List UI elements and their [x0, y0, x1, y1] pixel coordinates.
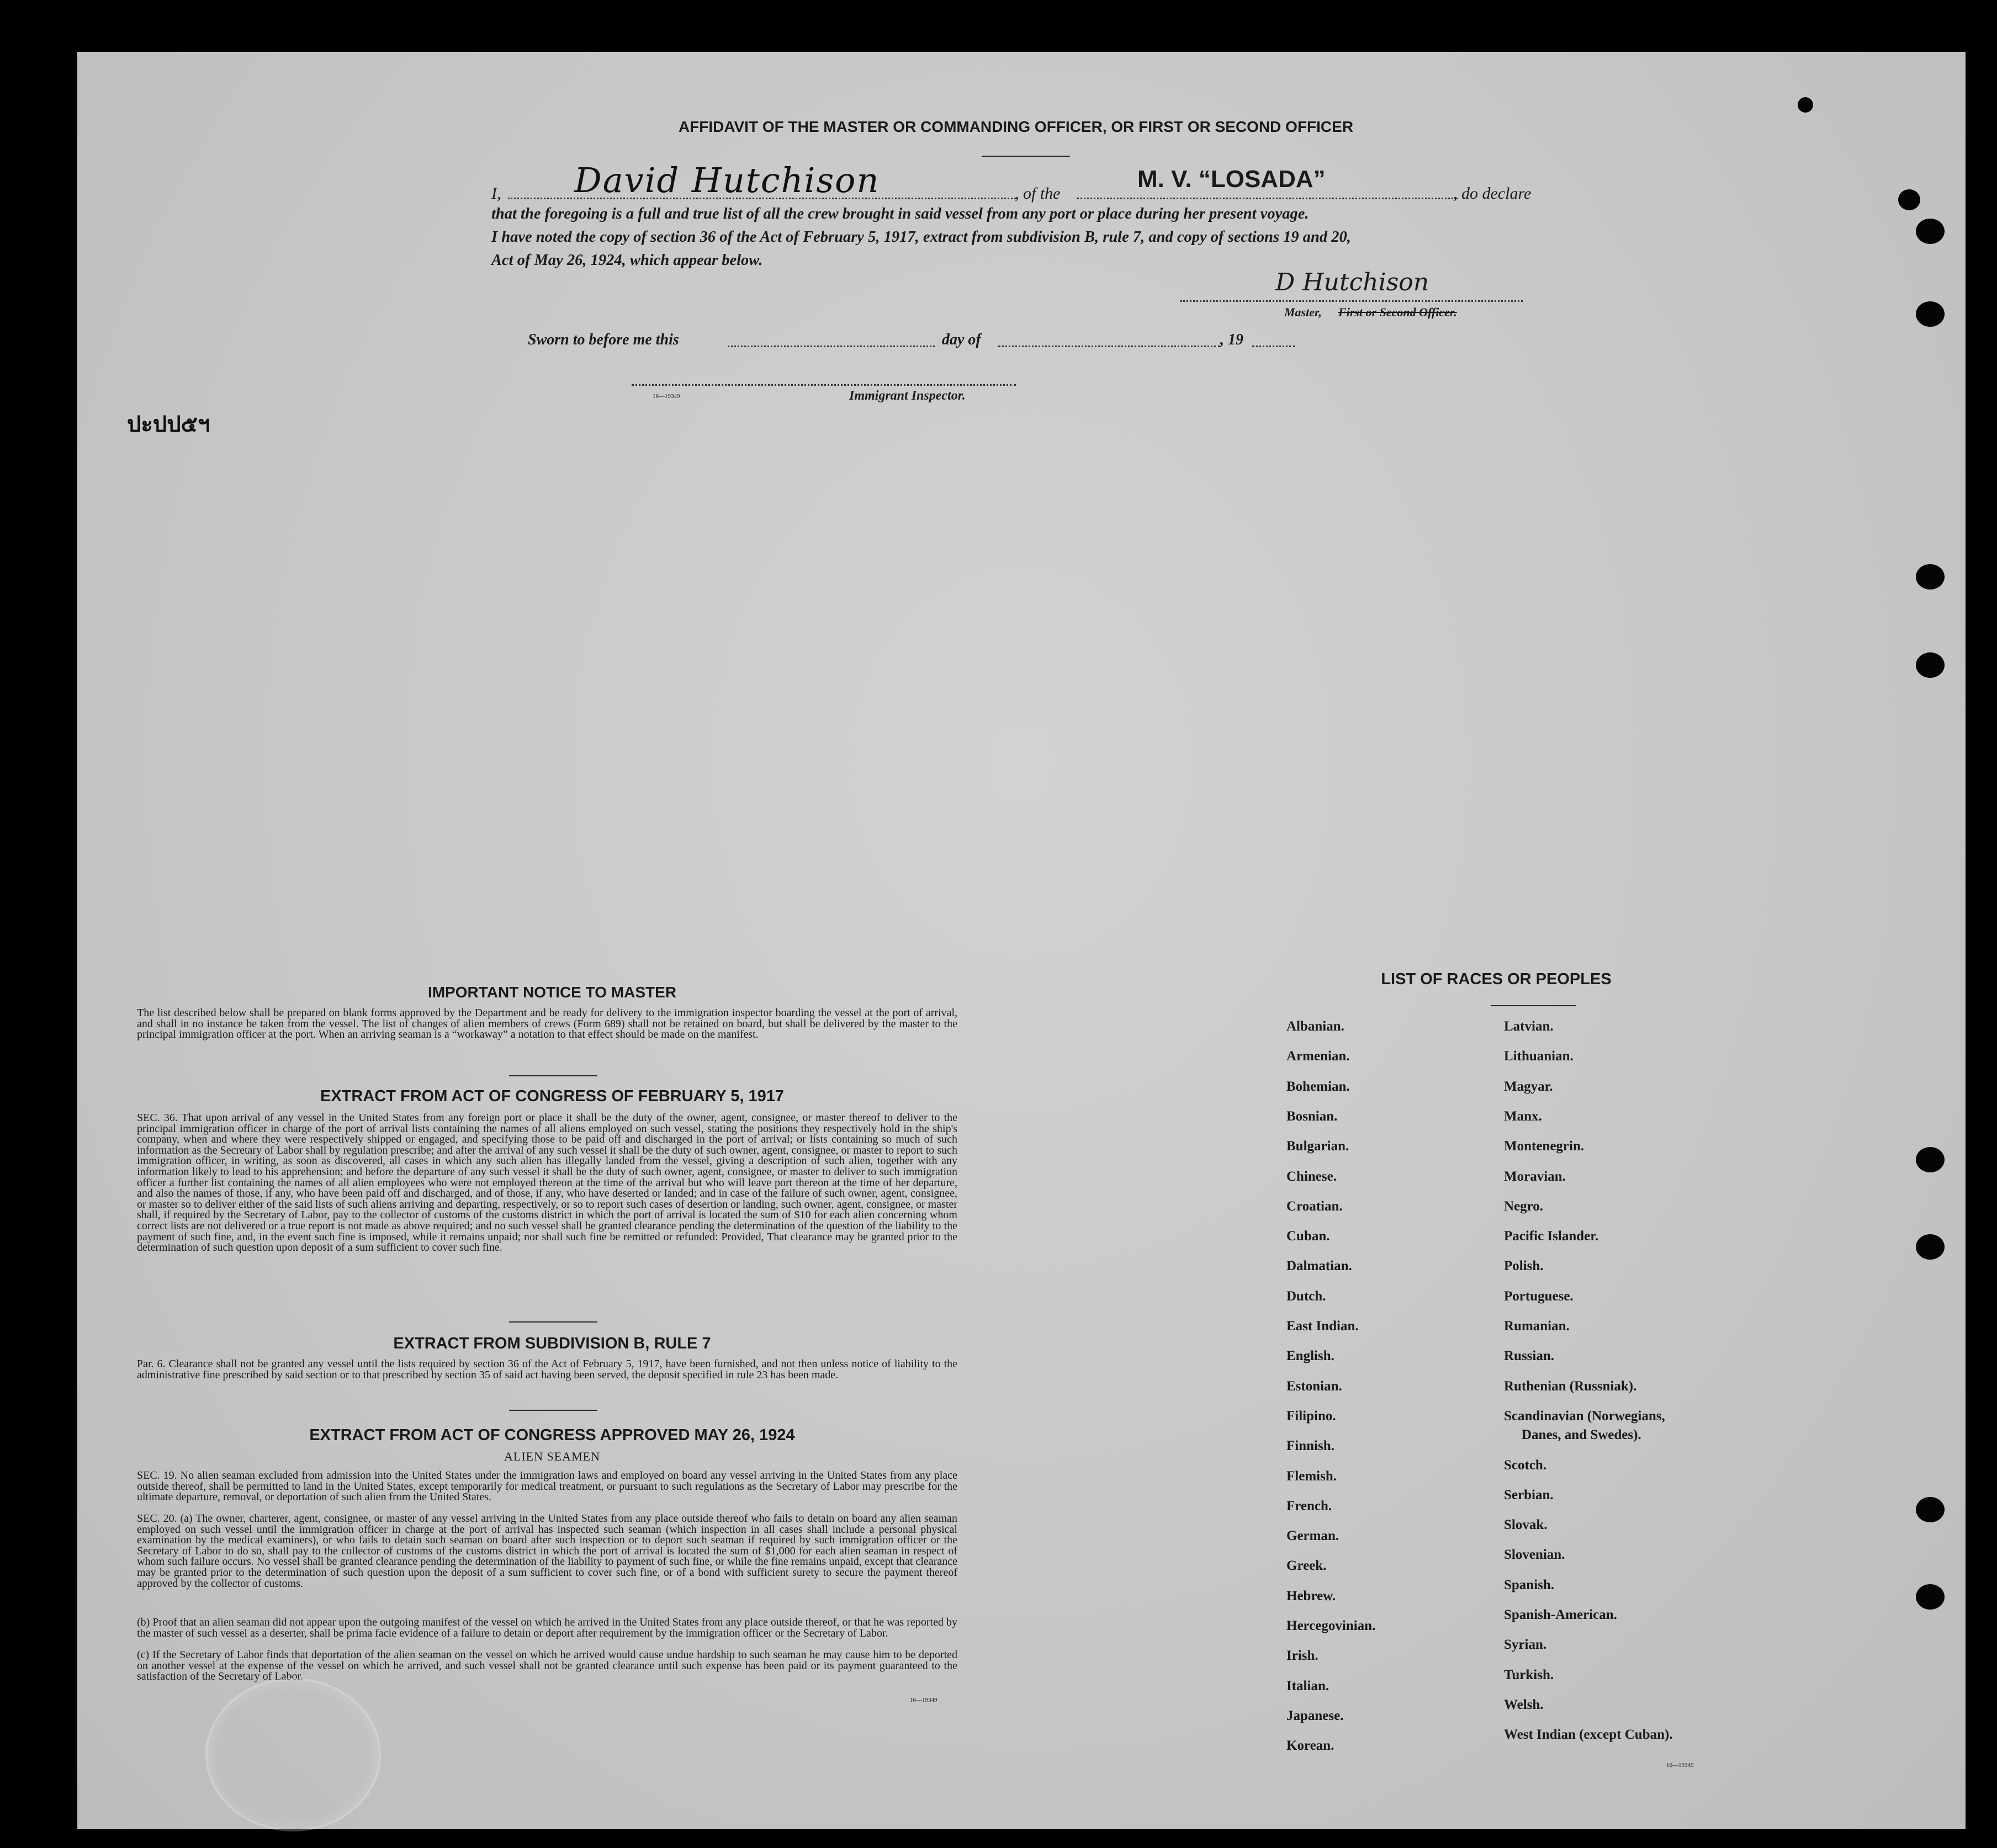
race-item: Greek.: [1286, 1558, 1327, 1574]
sworn-label: Sworn to before me this: [528, 331, 679, 348]
vessel-line: [1077, 198, 1458, 199]
race-item: Bosnian.: [1286, 1108, 1338, 1124]
race-item: Albanian.: [1286, 1019, 1344, 1034]
affidavit-rule: [982, 156, 1070, 157]
vessel-name: M. V. “LOSADA”: [1137, 166, 1326, 193]
extract-1917-title: EXTRACT FROM ACT OF CONGRESS OF FEBRUARY 5, 1917: [320, 1087, 785, 1105]
race-item: Pacific Islander.: [1504, 1229, 1599, 1244]
race-item: Portuguese.: [1504, 1288, 1574, 1304]
races-rule: [1491, 1005, 1576, 1006]
embossed-seal: [205, 1678, 381, 1831]
race-item: Lithuanian.: [1504, 1049, 1574, 1064]
binder-hole-7: [1916, 1234, 1945, 1260]
race-item: Serbian.: [1504, 1487, 1554, 1502]
race-item: Scotch.: [1504, 1457, 1547, 1473]
race-item: Spanish.: [1504, 1577, 1555, 1592]
race-item: Slovenian.: [1504, 1547, 1565, 1563]
year-label: , 19: [1220, 331, 1243, 348]
affidavit-line-3: Act of May 26, 1924, which appear below.: [491, 252, 763, 269]
sec-20a-body: SEC. 20. (a) The owner, charterer, agent, consignee, or master of any vessel arriving in the United States from any place outside thereof who fails to detain on board any alien seaman employed on such vessel until the immigration officer in charge at the port of arrival has inspected such seaman (which inspection in all cases shall include a personal physical examination by the medical examiners), or who fails to detain such seaman on board after such inspection or to deport such seaman if required by such immigration officer or the Secretary of Labor to do so, shall pay to the collector of customs of the customs district in which the port of arrival is located the sum of $1,000 for each alien seaman in respect of whom such failure occurs. No vessel shall be granted clearance pending the determination of the liability to payment of such fine, or while the fine remains unpaid, except that clearance may be granted prior to the determination of such question upon the deposit of a sum sufficient to cover such fine, or of a bond with sufficient surety to secure the payment thereof approved by the collector of customs.: [137, 1512, 957, 1590]
signature-line: [1180, 300, 1523, 302]
race-item: Filipino.: [1286, 1408, 1336, 1424]
affidavit-title: AFFIDAVIT OF THE MASTER OR COMMANDING OFFICER, OR FIRST OR SECOND OFFICER: [678, 118, 1354, 135]
race-item: Polish.: [1504, 1258, 1544, 1274]
race-item: Slovak.: [1504, 1517, 1548, 1533]
rule-7-rule: [509, 1410, 597, 1411]
race-item: English.: [1286, 1348, 1334, 1364]
binder-hole-6: [1916, 1147, 1945, 1172]
race-item: Armenian.: [1286, 1049, 1350, 1064]
binder-hole-9: [1916, 1584, 1945, 1610]
master-label: Master,: [1284, 305, 1322, 319]
sec-20c-body: (c) If the Secretary of Labor finds that deportation of the alien seaman on the vessel on which he arrived would cause undue hardship to such seaman he may cause him to be deported on another vessel at the expense of the vessel on which he arrived, and such vessel shall not be granted clearance until such expense has been paid or its payment guaranteed to the satisfaction of the Secretary of Labor.: [137, 1649, 957, 1683]
race-item: Italian.: [1286, 1678, 1329, 1693]
inspector-label: Immigrant Inspector.: [849, 389, 966, 403]
race-item: Bohemian.: [1286, 1079, 1350, 1094]
race-item: Manx.: [1504, 1108, 1542, 1124]
race-item: Magyar.: [1504, 1079, 1553, 1094]
race-item: Spanish-American.: [1504, 1607, 1617, 1622]
race-item: Montenegrin.: [1504, 1139, 1585, 1154]
binder-hole-2: [1916, 219, 1945, 244]
race-item: Rumanian.: [1504, 1319, 1570, 1334]
race-item: East Indian.: [1286, 1319, 1359, 1334]
race-item: Flemish.: [1286, 1468, 1337, 1484]
affidavit-line-2: I have noted the copy of section 36 of the Act of February 5, 1917, extract from subdivision B, rule 7, and copy of sections 19 and 20,: [491, 229, 1351, 246]
sworn-date-line: [728, 346, 935, 347]
race-item: Danes, and Swedes).: [1522, 1427, 1641, 1443]
i-label: I,: [491, 184, 501, 203]
race-item: West Indian (except Cuban).: [1504, 1727, 1673, 1743]
margin-mark: ปะปป๕ฯ: [127, 412, 210, 437]
inspector-line: [632, 384, 1016, 386]
notice-rule: [509, 1075, 597, 1076]
sec-19-body: SEC. 19. No alien seaman excluded from admission into the United States under the immigration laws and employed on board any vessel arriving in the United States from any place outside thereof, shall be permitted to land in the United States, except temporarily for medical treatment, or pursuant to such regulations as the Secretary of Labor may prescribe for the ultimate departure, removal, or deportation of such alien from the United States.: [137, 1469, 957, 1504]
race-item: Korean.: [1286, 1738, 1334, 1754]
sec-20b-body: (b) Proof that an alien seaman did not appear upon the outgoing manifest of the vessel on which he arrived in the United States from any place outside thereof, or that he was reported by the master of such vessel as a deserter, shall be prima facie evidence of a failure to detain or deport after requirement by the immigration officer or the Secretary of Labor.: [137, 1616, 957, 1639]
race-item: Dutch.: [1286, 1288, 1326, 1304]
races-title: LIST OF RACES OR PEOPLES: [1381, 970, 1612, 988]
extract-1924-title: EXTRACT FROM ACT OF CONGRESS APPROVED MAY 26, 1924: [309, 1426, 795, 1444]
do-declare-label: , do declare: [1453, 184, 1532, 203]
race-item: Scandinavian (Norwegians,: [1504, 1408, 1665, 1424]
race-item: Cuban.: [1286, 1229, 1330, 1244]
binder-hole-4: [1916, 564, 1945, 590]
race-item: Syrian.: [1504, 1637, 1547, 1653]
race-item: Negro.: [1504, 1198, 1544, 1214]
binder-hole-5: [1916, 652, 1945, 678]
rule-7-body: Par. 6. Clearance shall not be granted any vessel until the lists required by section 36 of the Act of February 5, 1917, have been furnished, and not then unless notice of liability to the administrative fine prescribed by said section or to that prescribed by section 35 of said act having been served, the deposit specified in rule 23 has been made.: [137, 1358, 957, 1381]
day-of-label: day of: [942, 331, 981, 348]
race-item: Turkish.: [1504, 1667, 1554, 1682]
race-item: Welsh.: [1504, 1697, 1544, 1712]
race-item: Japanese.: [1286, 1708, 1344, 1723]
race-item: Chinese.: [1286, 1169, 1337, 1184]
race-item: French.: [1286, 1498, 1332, 1514]
race-item: Irish.: [1286, 1648, 1318, 1664]
race-item: Estonian.: [1286, 1378, 1342, 1394]
extract-form-number: 16—19349: [910, 1697, 937, 1703]
affidavit-line-1: that the foregoing is a full and true list of all the crew brought in said vessel from any port or place during her present voyage.: [491, 205, 1309, 222]
race-item: Dalmatian.: [1286, 1258, 1352, 1274]
extract-1917-rule: [509, 1321, 597, 1323]
race-item: Croatian.: [1286, 1198, 1343, 1214]
master-signature: D Hutchison: [1275, 268, 1429, 296]
binder-hole-8: [1916, 1497, 1945, 1522]
affidavit-form-number: 16—19349: [653, 393, 680, 400]
race-item: German.: [1286, 1528, 1339, 1544]
race-item: Moravian.: [1504, 1169, 1566, 1184]
race-item: Hercegovinian.: [1286, 1618, 1376, 1633]
race-item: Russian.: [1504, 1348, 1555, 1364]
race-item: Latvian.: [1504, 1019, 1554, 1034]
name-line: [508, 198, 1016, 199]
of-the-label: , of the: [1015, 184, 1061, 203]
rule-7-title: EXTRACT FROM SUBDIVISION B, RULE 7: [393, 1335, 711, 1352]
race-item: Bulgarian.: [1286, 1139, 1349, 1154]
races-form-number: 16—19349: [1666, 1762, 1694, 1769]
year-line: [1252, 346, 1295, 347]
notice-body: The list described below shall be prepared on blank forms approved by the Department and be ready for delivery to the immigration inspector boarding the vessel at the port of arrival, and shall in no instance be taken from the vessel. The list of changes of alien members of crews (Form 689) shall not be retained on board, but shall be delivered by the master to the principal immigration officer at the port. When an arriving seaman is a “workaway” a notation to that effect should be made on the manifest.: [137, 1007, 957, 1041]
binder-hole-3: [1916, 301, 1945, 327]
binder-hole-top: [1798, 97, 1813, 113]
binder-hole-1: [1898, 189, 1920, 210]
race-item: Hebrew.: [1286, 1588, 1336, 1603]
alien-seamen-subtitle: ALIEN SEAMEN: [504, 1449, 600, 1463]
struck-officer-label: First or Second Officer.: [1338, 305, 1457, 319]
race-item: Ruthenian (Russniak).: [1504, 1378, 1637, 1394]
month-line: [998, 346, 1220, 347]
master-name-signature: David Hutchison: [574, 160, 880, 200]
extract-1917-body: SEC. 36. That upon arrival of any vessel in the United States from any foreign port or place it shall be the duty of the owner, agent, consignee, or master thereof to deliver to the principal immigration officer in charge of the port of arrival lists containing the names of all aliens employed on such vessel, stating the positions they respectively hold in the ship's company, when and where they were respectively shipped or engaged, and specifying those to be paid off and discharged in the port of arrival; or lists containing so much of such information as the Secretary of Labor shall by regulation prescribe; and after the arrival of any such vessel it shall be the duty of such owner, agent, consignee, or master to report to such immigration officer, in writing, as soon as discovered, all cases in which any such alien has illegally landed from the vessel, giving a description of such alien, together with any information likely to lead to his apprehension; and before the departure of any such vessel it shall be the duty of such owner, agent, consignee, or master to deliver to such immigration officer a further list containing the names of all alien employees who were not employed thereon at the time of the arrival but who will leave port thereon at the time of her departure, and also the names of those, if any, who have been paid off and discharged, and of those, if any, who have deserted or landed; and in case of the failure of such owner, agent, consignee, or master so to deliver either of the said lists of such aliens arriving and departing, respectively, or so to report such cases of desertion or landing, such owner, agent, consignee, or master shall, if required by the Secretary of Labor, pay to the collector of customs of the customs district in which the port of arrival is located the sum of $10 for each alien concerning whom correct lists are not delivered or a true report is not made as above required; and no such vessel shall be granted clearance pending the determination of the question of the liability to the payment of such fine, and, in the event such fine is imposed, while it remains unpaid; nor shall such fine be remitted or refunded: Provided, That clearance may be granted prior to the determination of such question upon deposit of a sum sufficient to cover such fine.: [137, 1112, 957, 1254]
notice-title: IMPORTANT NOTICE TO MASTER: [427, 984, 677, 1001]
race-item: Finnish.: [1286, 1438, 1334, 1454]
